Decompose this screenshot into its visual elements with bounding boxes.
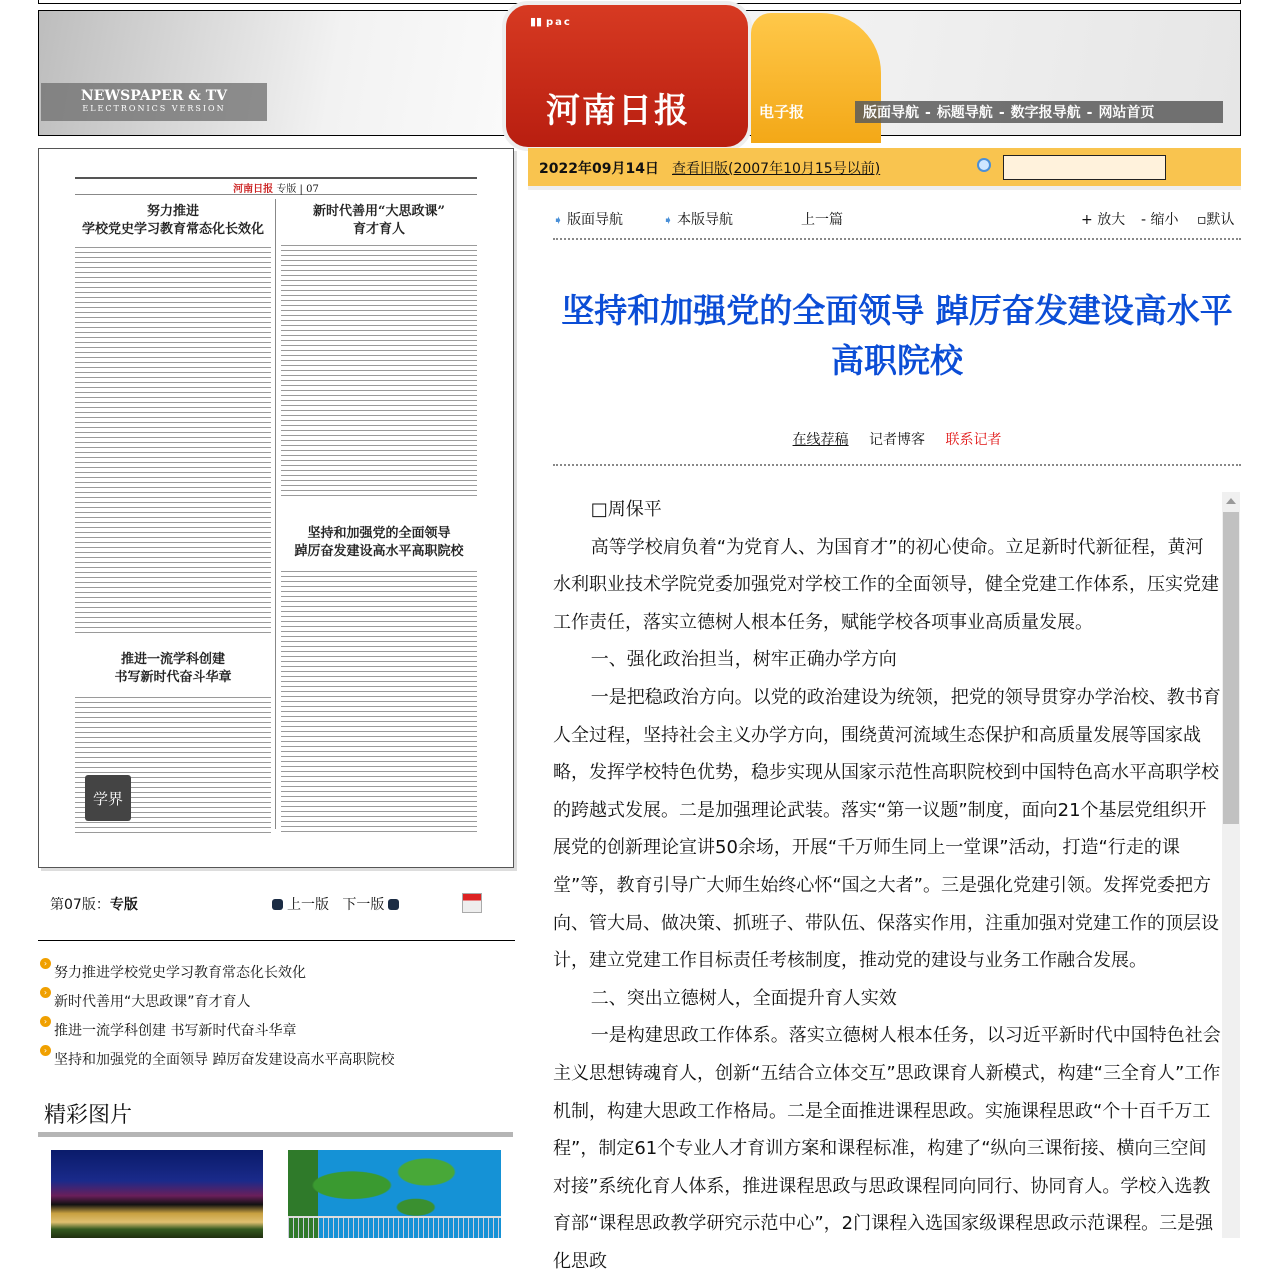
divider (38, 940, 515, 941)
nav-home[interactable]: 网站首页 (1098, 105, 1155, 121)
default-size-button[interactable]: ▫默认 (1197, 212, 1235, 228)
article-title: 坚持和加强党的全面领导 踔厉奋发建设高水平高职院校 (561, 291, 1233, 380)
minus-icon: - (1141, 212, 1147, 228)
scroll-up-icon[interactable] (1226, 498, 1236, 504)
nav-layout[interactable]: 版面导航 (863, 105, 919, 121)
page-number: 第07版：专版 (50, 897, 138, 913)
thumb-text (281, 243, 477, 499)
paragraph: 一是把稳政治方向。以党的政治建设为统领，把党的领导贯穿办学治校、教书育人全过程，坚持社会主义办学方向，围绕黄河流域生态保护和高质量发展等国家战略，发挥学校特色优势，稳步实现从国家示范性高职院校到中国特色高水平高职学校的跨越式发展。二是加强理论武装。落实“第一议题”制度，面向21个基层党组织开展党的创新理论宣讲50余场，开展“千万师生同上一堂课”活动，打造“行走的课堂”等，教育引导广大师生始终心怀“国之大者”。三是强化党建引领。发挥党委把方向、管大局、做决策、抓班子、带队伍、保落实作用，注重加强对党建工作的顶层设计，建立党建工作目标责任考核制度，推动党的建设与业务工作融合发展。 (553, 686, 1221, 972)
pictures-title: 精彩图片 (44, 1103, 133, 1128)
arrow-right-icon: ➧ (553, 213, 564, 227)
blog-link[interactable]: 记者博客 (869, 432, 925, 448)
logo: ▮▮ pac (530, 15, 572, 28)
submit-link[interactable]: 在线荐稿 (792, 432, 849, 448)
divider (38, 1132, 513, 1137)
divider (553, 464, 1241, 466)
headline-link[interactable]: 推进一流学科创建 书写新时代奋斗华章 (54, 1023, 297, 1039)
layout-nav-link[interactable]: ➧ 版面导航 (553, 212, 624, 228)
next-arrow-icon[interactable] (388, 899, 399, 910)
thumb-headline[interactable]: 新时代善用“大思政课” 育才育人 (313, 204, 445, 237)
photo-aerial-bridge[interactable] (288, 1150, 501, 1238)
byline: □周保平 (590, 499, 662, 520)
separator: - (998, 105, 1005, 121)
arrow-right-icon: ➧ (663, 213, 674, 227)
arrow-bullet-icon: › (40, 1045, 51, 1056)
edition-block (751, 13, 881, 143)
banner-nav (855, 101, 1223, 123)
paper-name: 河南日报 (546, 91, 690, 131)
arrow-bullet-icon: › (40, 1016, 51, 1027)
page-nav-link[interactable]: ➧ 本版导航 (663, 212, 734, 228)
arrow-bullet-icon: › (40, 987, 51, 998)
edition-label: 电子报 (759, 103, 805, 121)
thumb-headline[interactable]: 推进一流学科创建 书写新时代奋斗华章 (114, 652, 232, 685)
thumb-headline[interactable]: 努力推进 学校党史学习教育常态化长效化 (81, 204, 264, 237)
thumb-headline[interactable]: 坚持和加强党的全面领导 踔厉奋发建设高水平高职院校 (294, 526, 464, 559)
list-item (40, 958, 394, 987)
page-thumbnail[interactable] (38, 148, 514, 868)
pdf-icon[interactable] (462, 893, 482, 913)
search-icon[interactable] (977, 158, 991, 172)
paragraph: 高等学校肩负着“为党育人、为国育才”的初心使命。立足新时代新征程，黄河水利职业技术学院党委加强党对学校工作的全面领导，健全党建工作体系，压实党建工作责任，落实立德树人根本任务，赋能学校各项事业高质量发展。 (553, 536, 1219, 633)
issue-date: 2022年09月14日 (539, 161, 659, 177)
prev-arrow-icon[interactable] (272, 899, 283, 910)
list-item (40, 987, 394, 1016)
prev-article-link[interactable]: 上一篇 (801, 212, 843, 228)
stamp-logo: 学界 (85, 775, 131, 821)
page-pager (268, 894, 403, 914)
divider (553, 238, 1241, 240)
zoom-out-button[interactable]: - 缩小 (1141, 212, 1179, 228)
separator: - (925, 105, 931, 121)
contact-link[interactable]: 联系记者 (945, 432, 1002, 448)
headline-link[interactable]: 坚持和加强党的全面领导 踔厉奋发建设高水平高职院校 (54, 1052, 395, 1068)
scrollbar[interactable] (1222, 492, 1240, 1238)
next-page-link[interactable]: 下一版 (342, 897, 385, 913)
old-version-link[interactable]: 查看旧版(2007年10月15号以前) (672, 161, 881, 177)
thumb-header: 河南日报 专版 | 07 (75, 177, 477, 195)
section-heading: 二、突出立德树人，全面提升育人实效 (590, 987, 897, 1009)
photo-night-campus[interactable] (51, 1150, 263, 1238)
prev-page-link[interactable]: 上一版 (287, 897, 329, 913)
section-heading: 一、强化政治担当，树牢正确办学方向 (590, 649, 897, 671)
separator: - (1086, 105, 1093, 121)
paper-logo-block (502, 1, 752, 151)
article-body (553, 491, 1221, 1272)
nav-headlines[interactable]: 标题导航 (936, 105, 993, 121)
article-meta (553, 429, 1241, 449)
headline-link[interactable]: 新时代善用“大思政课”育才育人 (54, 994, 251, 1010)
list-item (40, 1045, 394, 1074)
site-banner (38, 10, 1241, 136)
divider (275, 199, 276, 829)
banner-en-title: NEWSPAPER & TV (80, 88, 228, 104)
arrow-bullet-icon: › (40, 958, 51, 969)
banner-en-subtitle: ELECTRONICS VERSION (82, 104, 226, 113)
headline-link[interactable]: 努力推进学校党史学习教育常态化长效化 (54, 965, 306, 981)
plus-icon: + (1081, 212, 1093, 228)
nav-digital[interactable]: 数字报导航 (1010, 105, 1081, 121)
paragraph: 一是构建思政工作体系。落实立德树人根本任务，以习近平新时代中国特色社会主义思想铸魂育人，创新“五结合立体交互”思政课育人新模式，构建“三全育人”工作机制，构建大思政工作格局。二是全面推进课程思政。实施课程思政“个十百千万工程”，制定61个专业人才育训方案和课程标准，构建了“纵向三课衔接、横向三空间对接”系统化育人体系，推进课程思政与思政课程同向同行、协同育人。学校入选教育部“课程思政教学研究示范中心”，2门课程入选国家级课程思政示范课程。三是强化思政 (553, 1025, 1221, 1272)
date-bar (528, 148, 1241, 186)
zoom-in-button[interactable]: + 放大 (1081, 212, 1126, 228)
search-input[interactable] (1003, 155, 1166, 180)
banner-english-label (41, 83, 267, 121)
list-item (40, 1016, 394, 1045)
scrollbar-thumb[interactable] (1223, 512, 1239, 824)
square-icon: ▫ (1197, 212, 1207, 228)
thumb-text (281, 569, 477, 833)
headline-list (40, 958, 394, 1074)
divider (528, 186, 1241, 190)
thumb-text (75, 245, 271, 637)
